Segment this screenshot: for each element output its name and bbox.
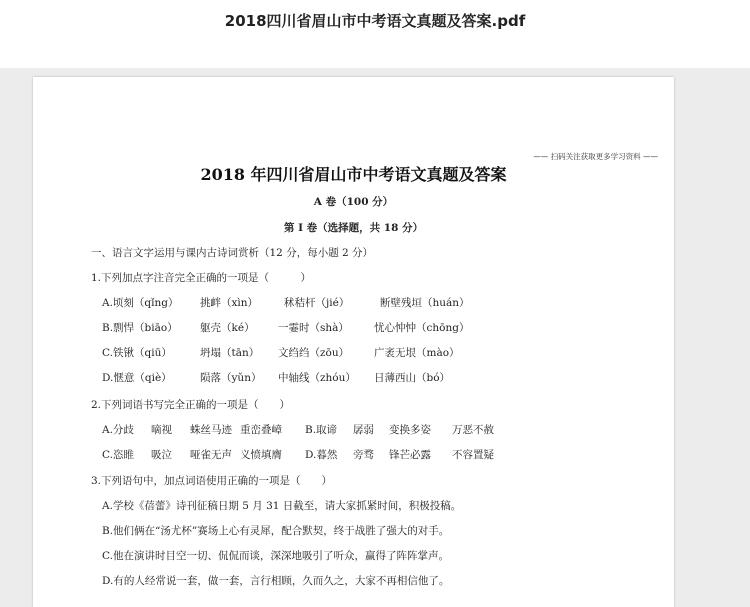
q2-row-1-item-4: 重峦叠嶂 bbox=[240, 424, 282, 436]
part-heading: 一、语言文字运用与课内古诗词赏析（12 分，每小题 2 分） bbox=[91, 247, 374, 259]
q2-row-1-item-6: 孱弱 bbox=[353, 424, 374, 436]
q3-option-c: C.他在演讲时目空一切、侃侃而谈，深深地吸引了听众，赢得了阵阵掌声。 bbox=[102, 550, 449, 562]
q1-row-a-item-2: 挑衅（xìn） bbox=[200, 297, 259, 309]
q1-row-a-item-3: 秫秸杆（jié） bbox=[284, 297, 350, 309]
q1-row-a-item-4: 断壁残垣（huán） bbox=[380, 297, 470, 309]
q2-row-1-item-7: 变换多姿 bbox=[389, 424, 431, 436]
q1-row-d-item-4: 日薄西山（bó） bbox=[374, 372, 451, 384]
q2-row-1-item-1: A.分歧 bbox=[102, 424, 134, 436]
section-heading: 第 I 卷（选择题，共 18 分） bbox=[283, 222, 424, 234]
q1-row-d-item-1: D.惬意（qiè） bbox=[102, 372, 172, 384]
q1-row-c-item-1: C.铁锹（qiū） bbox=[102, 347, 172, 359]
question-1-stem: 1.下列加点字注音完全正确的一项是（ ） bbox=[91, 272, 312, 284]
q1-row-c-item-2: 坍塌（tān） bbox=[200, 347, 260, 359]
q2-row-2-item-3: 哑雀无声 bbox=[190, 449, 232, 461]
q3-option-b: B.他们俩在“汤尤杯”赛场上心有灵犀，配合默契，终于战胜了强大的对手。 bbox=[102, 525, 450, 537]
file-title: 2018四川省眉山市中考语文真题及答案.pdf bbox=[224, 12, 526, 30]
q3-option-a: A.学校《蓓蕾》诗刊征稿日期 5 月 31 日截至，请大家抓紧时间，积极投稿。 bbox=[102, 500, 462, 512]
q2-row-2-item-4: 义愤填膺 bbox=[240, 449, 282, 461]
paper-subtitle: A 卷（100 分） bbox=[313, 196, 394, 208]
question-2-stem: 2.下列词语书写完全正确的一项是（ ） bbox=[91, 399, 291, 411]
q1-row-a-item-1: A.顷刻（qǐng） bbox=[102, 297, 179, 309]
q1-row-b-item-1: B.剽悍（biāo） bbox=[102, 322, 178, 334]
q2-row-2-item-2: 吸泣 bbox=[151, 449, 172, 461]
q2-row-1-item-2: 嘀视 bbox=[151, 424, 172, 436]
q1-row-b-item-3: 一霎时（shà） bbox=[278, 322, 349, 334]
q2-row-2-item-8: 不容置疑 bbox=[452, 449, 494, 461]
q1-row-d-item-2: 陨落（yǔn） bbox=[200, 372, 262, 384]
q3-option-d: D.有的人经常说一套，做一套，言行相顾，久而久之，大家不再相信他了。 bbox=[102, 575, 450, 587]
q2-row-1-item-5: B.取谛 bbox=[305, 424, 338, 436]
q1-row-b-item-4: 忧心忡忡（chōng） bbox=[374, 322, 470, 334]
q1-row-c-item-4: 广袤无垠（mào） bbox=[374, 347, 460, 359]
q1-row-b-item-2: 躯壳（ké） bbox=[200, 322, 255, 334]
q2-row-1-item-8: 万恶不赦 bbox=[452, 424, 494, 436]
q2-row-2-item-7: 锋芒必露 bbox=[389, 449, 431, 461]
q1-row-d-item-3: 中轴线（zhóu） bbox=[278, 372, 356, 384]
q2-row-2-item-1: C.恣睢 bbox=[102, 449, 134, 461]
q2-row-2-item-6: 旁骛 bbox=[353, 449, 374, 461]
q2-row-1-item-3: 蛛丝马迹 bbox=[190, 424, 232, 436]
q1-row-c-item-3: 文绉绉（zōu） bbox=[278, 347, 350, 359]
question-3-stem: 3.下列语句中，加点词语使用正确的一项是（ ） bbox=[91, 475, 333, 487]
pdf-page bbox=[33, 77, 674, 607]
side-note: —— 扫码关注获取更多学习资料 —— bbox=[533, 152, 658, 161]
viewer-toolbar bbox=[0, 0, 750, 68]
q2-row-2-item-5: D.暮然 bbox=[305, 449, 338, 461]
document-title: 2018 年四川省眉山市中考语文真题及答案 bbox=[200, 165, 507, 184]
